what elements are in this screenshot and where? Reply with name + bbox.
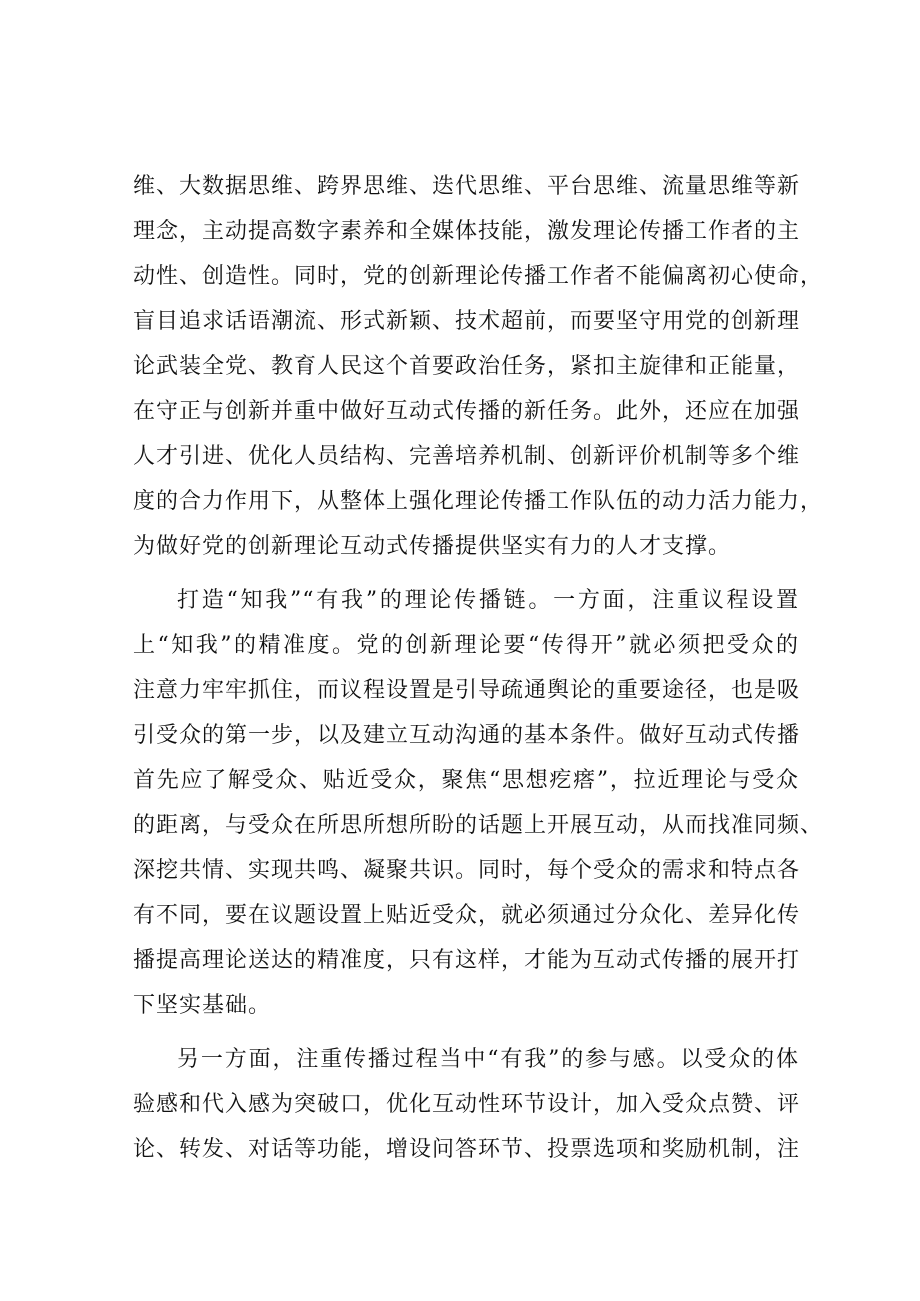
text-line: 首先应了解受众、贴近受众，聚焦“思想疙瘩”，拉近理论与受众 [133, 768, 799, 793]
text-line: 有不同，要在议题设置上贴近受众，就必须通过分众化、差异化传 [133, 903, 801, 928]
document-body [133, 164, 824, 1172]
text-line: 的距离，与受众在所思所想所盼的话题上开展互动，从而找准同频、 [133, 813, 824, 838]
text-line: 打造“知我”“有我”的理论传播链。一方面，注重议程设置 [177, 588, 799, 613]
text-line: 在守正与创新并重中做好互动式传播的新任务。此外，还应在加强 [133, 399, 801, 424]
text-line: 盲目追求话语潮流、形式新颖、技术超前，而要坚守用党的创新理 [133, 309, 801, 334]
text-line: 上“知我”的精准度。党的创新理论要“传得开”就必须把受众的 [133, 633, 799, 658]
paragraph-3 [133, 1037, 799, 1172]
paragraph-2 [133, 578, 824, 1028]
text-line: 论武装全党、教育人民这个首要政治任务，紧扣主旋律和正能量， [133, 354, 801, 379]
text-line: 播提高理论送达的精准度，只有这样，才能为互动式传播的展开打 [133, 948, 801, 973]
text-line: 动性、创造性。同时，党的创新理论传播工作者不能偏离初心使命， [133, 264, 824, 289]
text-line: 度的合力作用下，从整体上强化理论传播工作队伍的动力活力能力， [133, 489, 824, 514]
text-line: 注意力牢牢抓住，而议程设置是引导疏通舆论的重要途径，也是吸 [133, 678, 801, 703]
paragraph-1 [133, 164, 824, 569]
text-line: 维、大数据思维、跨界思维、迭代思维、平台思维、流量思维等新 [133, 174, 801, 199]
text-line: 另一方面，注重传播过程当中“有我”的参与感。以受众的体 [177, 1047, 799, 1072]
text-line: 引受众的第一步，以及建立互动沟通的基本条件。做好互动式传播 [133, 723, 801, 748]
text-line: 人才引进、优化人员结构、完善培养机制、创新评价机制等多个维 [133, 444, 801, 469]
text-line: 为做好党的创新理论互动式传播提供坚实有力的人才支撑。 [133, 534, 732, 559]
text-line: 深挖共情、实现共鸣、凝聚共识。同时，每个受众的需求和特点各 [133, 858, 801, 883]
text-line: 验感和代入感为突破口，优化互动性环节设计，加入受众点赞、评 [133, 1092, 801, 1117]
text-line: 下坚实基础。 [133, 993, 272, 1018]
text-line: 论、转发、对话等功能，增设问答环节、投票选项和奖励机制，注 [133, 1137, 801, 1162]
text-line: 理念，主动提高数字素养和全媒体技能，激发理论传播工作者的主 [133, 219, 801, 244]
